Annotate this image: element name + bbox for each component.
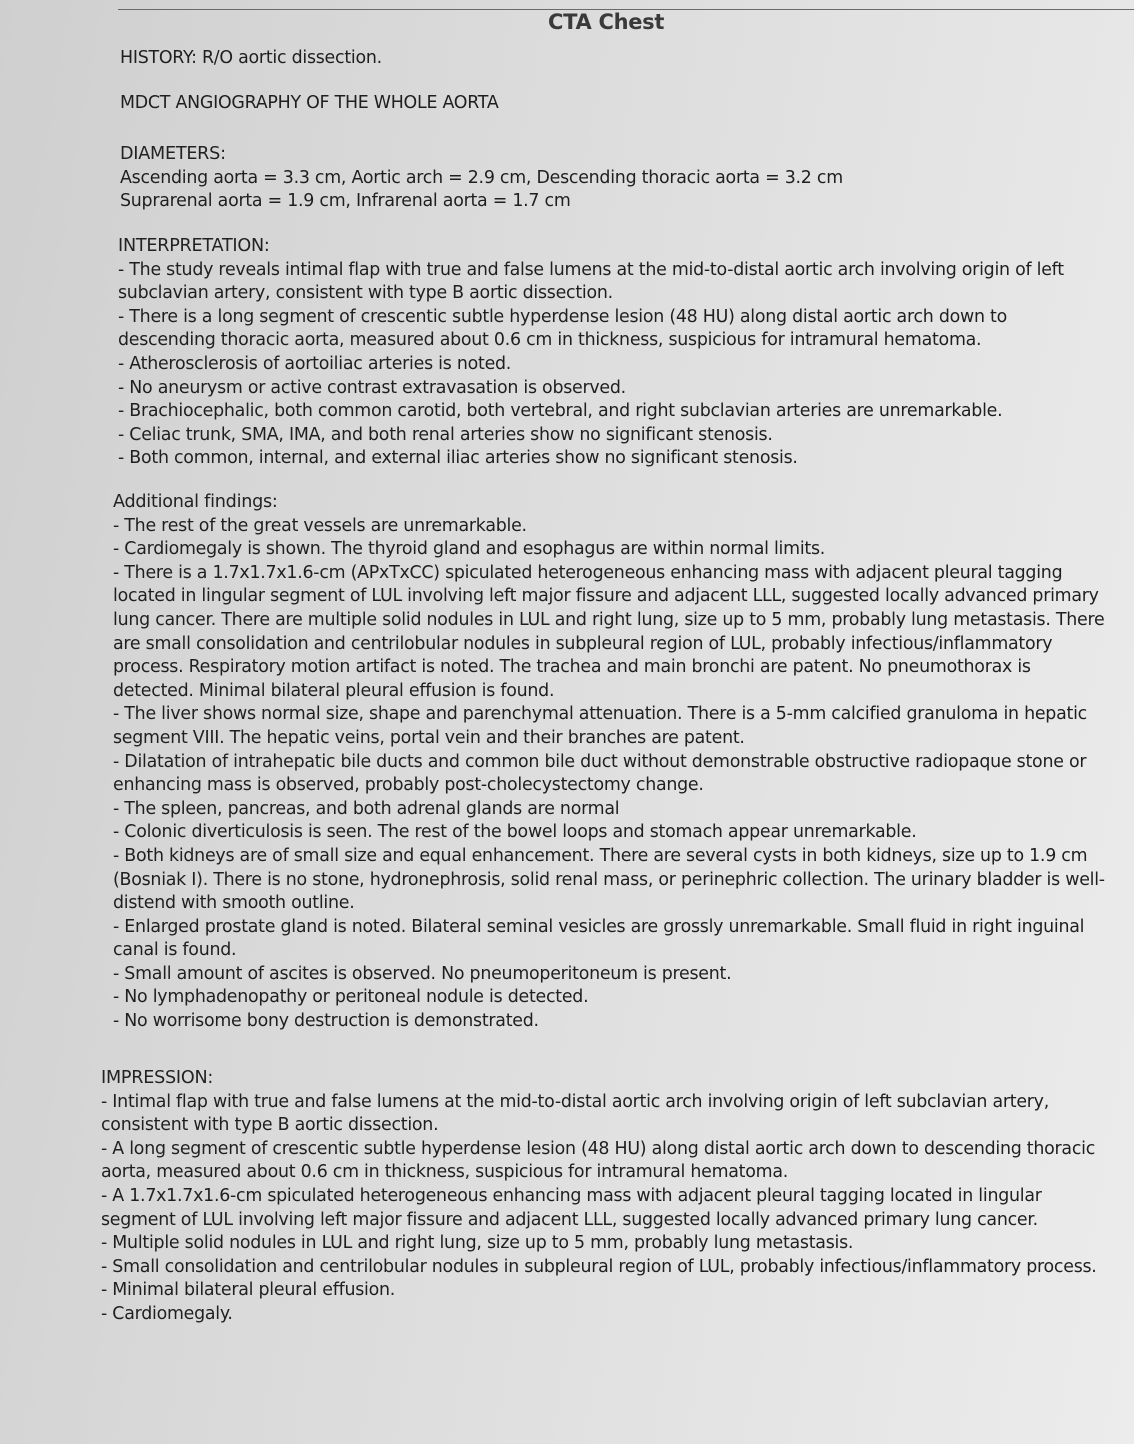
list-item: - No aneurysm or active contrast extravasation is observed.: [118, 377, 626, 398]
impression-heading: IMPRESSION:: [101, 1068, 214, 1088]
list-item: - Colonic diverticulosis is seen. The rest of the bowel loops and stomach appear unremarkable.: [113, 822, 917, 843]
list-item: - Both common, internal, and external iliac arteries show no significant stenosis.: [118, 448, 798, 469]
list-item: - No worrisome bony destruction is demonstrated.: [113, 1011, 539, 1032]
list-item: - Small consolidation and centrilobular nodules in subpleural region of LUL, probably infectious/inflammatory process.: [101, 1256, 1097, 1277]
list-item: - Cardiomegaly.: [101, 1303, 233, 1324]
diameters-section: [120, 143, 1120, 214]
impression-list: [101, 1091, 1116, 1327]
technique-line: MDCT ANGIOGRAPHY OF THE WHOLE AORTA: [120, 93, 499, 113]
list-item: - A 1.7x1.7x1.6-cm spiculated heterogeneous enhancing mass with adjacent pleural tagging located in lingular segment of LUL involving left major fissure and adjacent LLL, suggested locally advanced primary lung cancer.: [101, 1185, 1042, 1230]
history-line: HISTORY: R/O aortic dissection.: [120, 48, 382, 68]
list-item: - Enlarged prostate gland is noted. Bilateral seminal vesicles are grossly unremarkable. Small fluid in right inguinal canal is found.: [113, 916, 1085, 961]
interpretation-list: [118, 259, 1108, 471]
list-item: - There is a long segment of crescentic subtle hyperdense lesion (48 HU) along distal aortic arch down to descending thoracic aorta, measured about 0.6 cm in thickness, suspicious for intramural hematoma.: [118, 306, 1007, 351]
list-item: - Intimal flap with true and false lumens at the mid-to-distal aortic arch involving origin of left subclavian artery, consistent with type B aortic dissection.: [101, 1091, 1049, 1136]
additional-findings-heading: Additional findings:: [113, 492, 278, 512]
list-item: - A long segment of crescentic subtle hyperdense lesion (48 HU) along distal aortic arch down to descending thoracic aorta, measured about 0.6 cm in thickness, suspicious for intramural hematoma.: [101, 1138, 1096, 1183]
list-item: - There is a 1.7x1.7x1.6-cm (APxTxCC) spiculated heterogeneous enhancing mass with adjacent pleural tagging located in lingular segment of LUL involving left major fissure and adjacent LLL, suggested locally advanced primary lung cancer. There are multiple solid nodules in LUL and right lung, size up to 5 mm, probably lung metastasis. There are small consolidation and centrilobular nodules in subpleural region of LUL, probably infectious/inflammatory process. Respiratory motion artifact is noted. The trachea and main bronchi are patent. No pneumothorax is detected. Minimal bilateral pleural effusion is found.: [113, 562, 1105, 701]
diameters-heading: DIAMETERS:: [120, 144, 226, 164]
diameters-line: Suprarenal aorta = 1.9 cm, Infrarenal aorta = 1.7 cm: [120, 191, 571, 212]
diameters-line: Ascending aorta = 3.3 cm, Aortic arch = 2.9 cm, Descending thoracic aorta = 3.2 cm: [120, 167, 843, 188]
list-item: - The rest of the great vessels are unremarkable.: [113, 515, 527, 536]
list-item: - Atherosclerosis of aortoiliac arteries is noted.: [118, 353, 512, 374]
list-item: - No lymphadenopathy or peritoneal nodule is detected.: [113, 987, 589, 1008]
additional-findings-list: [113, 515, 1113, 1034]
report-title: CTA Chest: [548, 10, 665, 34]
list-item: - Cardiomegaly is shown. The thyroid gland and esophagus are within normal limits.: [113, 539, 826, 560]
impression-section: [101, 1067, 1116, 1327]
technique-section: [120, 92, 1120, 116]
list-item: - Multiple solid nodules in LUL and right lung, size up to 5 mm, probably lung metastasis.: [101, 1233, 854, 1254]
list-item: - Celiac trunk, SMA, IMA, and both renal arteries show no significant stenosis.: [118, 424, 773, 445]
interpretation-heading: INTERPRETATION:: [118, 236, 270, 256]
list-item: - Small amount of ascites is observed. No pneumoperitoneum is present.: [113, 963, 732, 984]
list-item: - The study reveals intimal flap with true and false lumens at the mid-to-distal aortic arch involving origin of left subclavian artery, consistent with type B aortic dissection.: [118, 259, 1064, 304]
list-item: - Dilatation of intrahepatic bile ducts and common bile duct without demonstrable obstructive radiopaque stone or enhancing mass is observed, probably post-cholecystectomy change.: [113, 751, 1087, 796]
list-item: - Brachiocephalic, both common carotid, both vertebral, and right subclavian arteries are unremarkable.: [118, 401, 1003, 422]
additional-findings-section: [113, 491, 1113, 1034]
list-item: - The spleen, pancreas, and both adrenal glands are normal: [113, 798, 620, 819]
list-item: - Minimal bilateral pleural effusion.: [101, 1280, 396, 1301]
history-section: [120, 47, 1120, 71]
interpretation-section: [118, 235, 1108, 471]
list-item: - Both kidneys are of small size and equal enhancement. There are several cysts in both kidneys, size up to 1.9 cm (Bosniak I). There is no stone, hydronephrosis, solid renal mass, or perinephric collection. The urinary bladder is well-distend with smooth outline.: [113, 845, 1105, 914]
list-item: - The liver shows normal size, shape and parenchymal attenuation. There is a 5-mm calcified granuloma in hepatic segment VIII. The hepatic veins, portal vein and their branches are patent.: [113, 704, 1087, 748]
